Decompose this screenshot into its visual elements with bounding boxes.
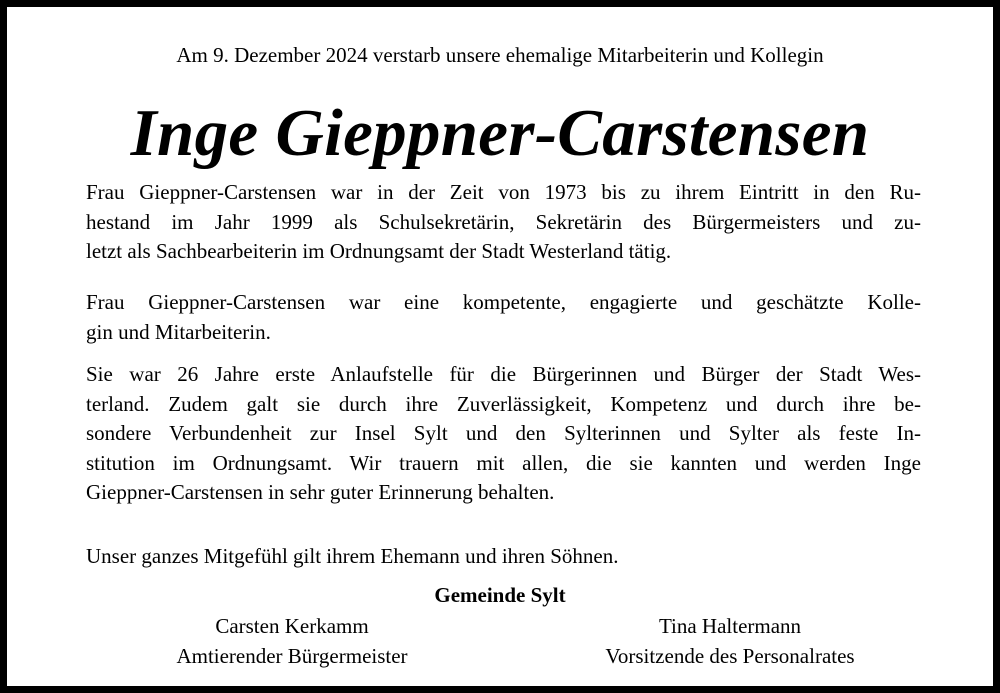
deceased-name: Inge Gieppner-Carstensen [130, 96, 870, 170]
text-line: Sie war 26 Jahre erste Anlaufstelle für die Bürgerinnen und Bürger der Stadt Wes- [86, 362, 921, 386]
text-line: Unser ganzes Mitgefühl gilt ihrem Ehemann und ihren Söhnen. [86, 544, 619, 568]
text-line: Frau Gieppner-Carstensen war eine kompetente, engagierte und geschätzte Kolle- [86, 290, 921, 314]
text-line: letzt als Sachbearbeiterin im Ordnungsamt der Stadt Westerland tätig. [86, 239, 672, 263]
paragraph-career [86, 178, 921, 267]
signatory-right [550, 611, 910, 671]
text-line: gin und Mitarbeiterin. [86, 319, 271, 344]
paragraph-condolence [86, 542, 921, 571]
intro-line: Am 9. Dezember 2024 verstarb unsere ehemalige Mitarbeiterin und Kollegin [176, 43, 824, 67]
signatory-name: Tina Haltermann [658, 614, 802, 638]
signatory-left [112, 611, 472, 671]
text-line: stitution im Ordnungsamt. Wir trauern mit allen, die sie kannten und werden Inge [86, 450, 921, 475]
text-line: terland. Zudem galt sie durch ihre Zuverlässigkeit, Kompetenz und durch ihre be- [86, 391, 921, 416]
text-line: Gieppner-Carstensen in sehr guter Erinnerung behalten. [86, 480, 555, 504]
paragraph-character [86, 288, 921, 347]
signatory-name: Carsten Kerkamm [215, 614, 369, 638]
paragraph-tribute [86, 360, 921, 508]
signatory-role: Amtierender Bürgermeister [176, 644, 408, 668]
signatory-role: Vorsitzende des Personalrates [605, 644, 855, 668]
organization-name: Gemeinde Sylt [434, 583, 566, 607]
text-line: Frau Gieppner-Carstensen war in der Zeit von 1973 bis zu ihrem Eintritt in den Ru- [86, 180, 921, 204]
text-line: sondere Verbundenheit zur Insel Sylt und den Sylterinnen und Sylter als feste In- [86, 421, 921, 445]
text-line: hestand im Jahr 1999 als Schulsekretärin, Sekretärin des Bürgermeisters und zu- [86, 209, 921, 234]
